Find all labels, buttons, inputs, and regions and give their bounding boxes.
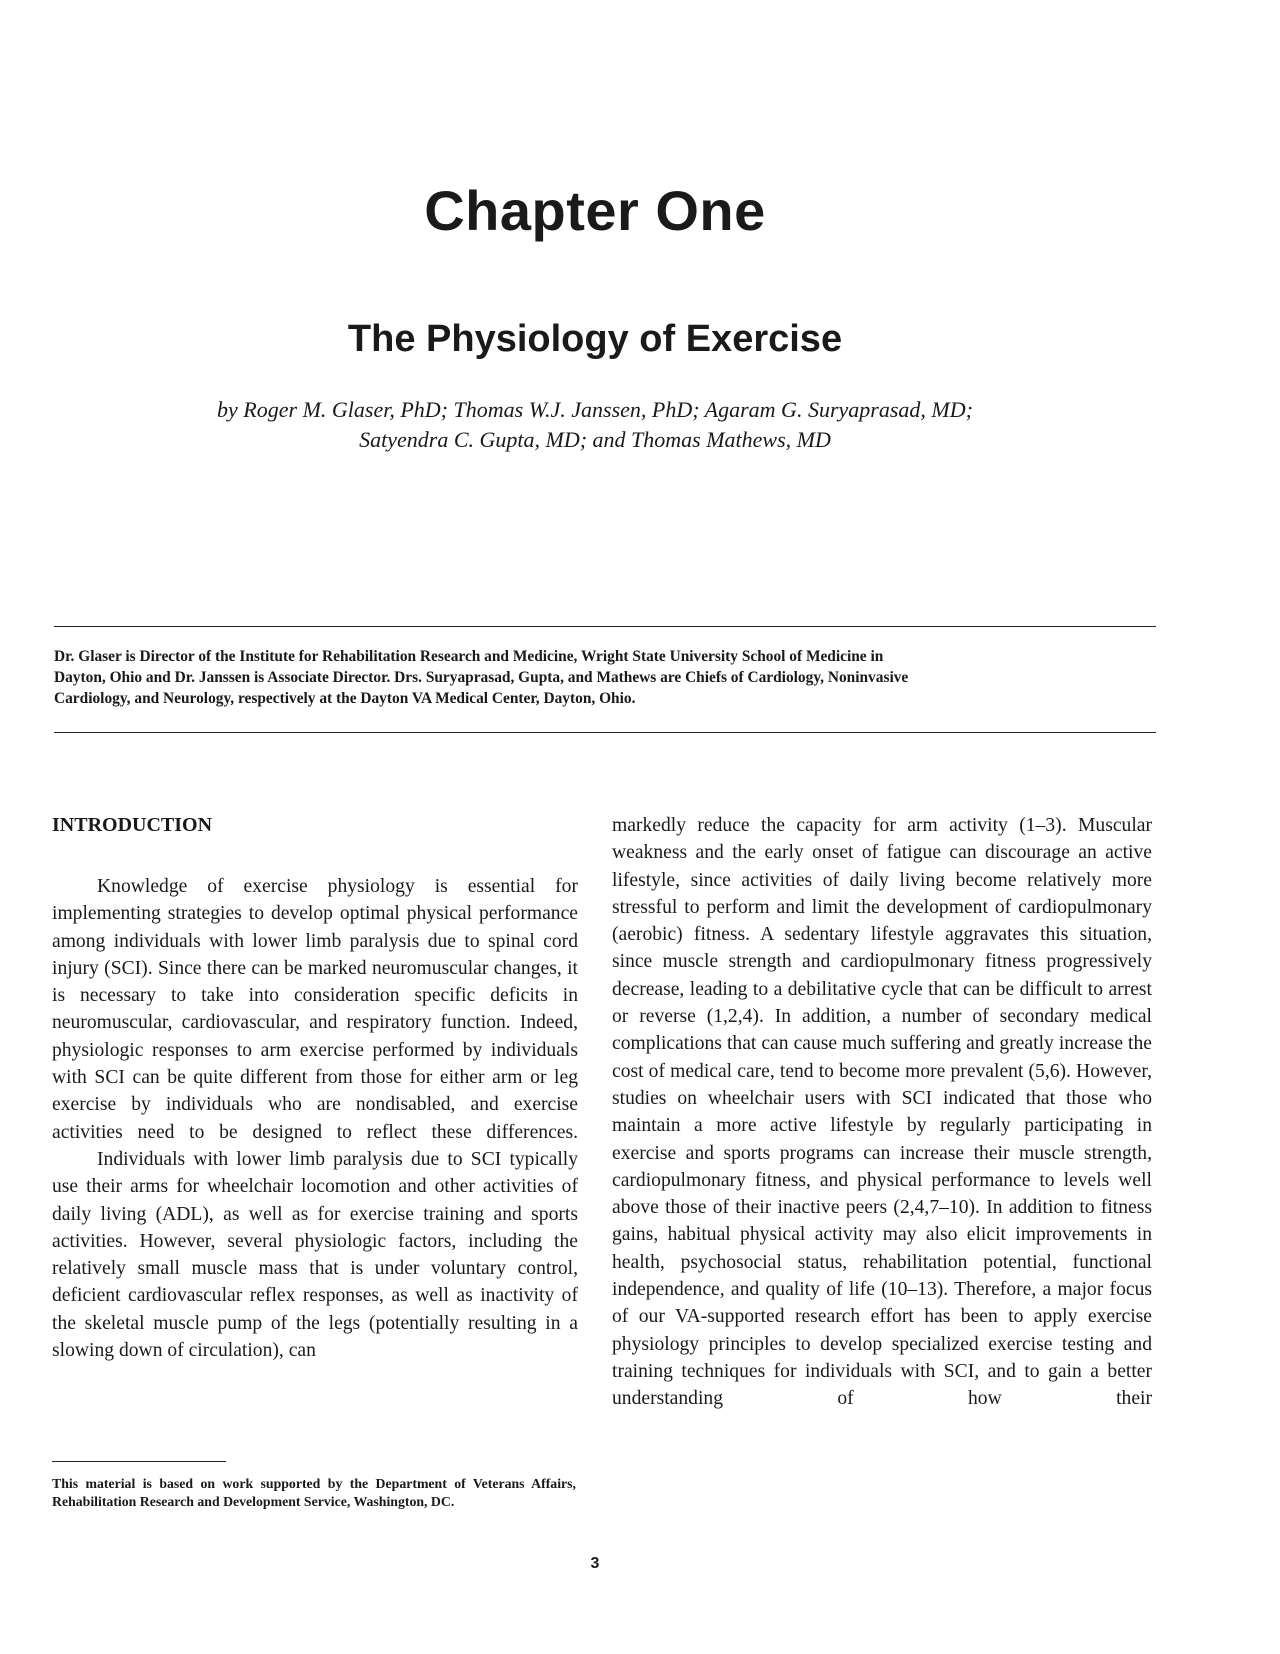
footnote: This material is based on work supported by the Department of Veterans Affairs, Rehabilitation Research and Development Service, Washington, DC. xyxy=(52,1476,576,1509)
body-paragraph: Knowledge of exercise physiology is essential for implementing strategies to develop optimal physical performance among individuals with lower limb paralysis due to spinal cord injury (SCI). Since there can be marked neuromuscular changes, it is necessary to take into consideration specific deficits in neuromuscular, cardiovascular, and respiratory function. Indeed, physiologic responses to arm exercise performed by individuals with SCI can be quite different from those for either arm or leg exercise by individuals who are nondisabled, and exercise activities need to be designed to reflect these differences. xyxy=(52,876,578,1143)
author-affiliation xyxy=(54,646,1156,709)
author-byline xyxy=(0,395,1190,455)
affiliation-line: Dr. Glaser is Director of the Institute for Rehabilitation Research and Medicine, Wright State University School of Medicine in xyxy=(54,648,884,665)
chapter-title: The Physiology of Exercise xyxy=(347,318,843,360)
chapter-label: Chapter One xyxy=(424,179,766,242)
left-column xyxy=(52,812,578,1364)
affiliation-line: Cardiology, and Neurology, respectively at the Dayton VA Medical Center, Dayton, Ohio. xyxy=(54,690,636,707)
footnote-rule xyxy=(52,1461,226,1462)
right-column xyxy=(612,812,1152,1413)
byline-line-1: by Roger M. Glaser, PhD; Thomas W.J. Janssen, PhD; Agaram G. Suryaprasad, MD; xyxy=(217,397,973,422)
affiliation-top-rule xyxy=(54,626,1156,627)
affiliation-line: Dayton, Ohio and Dr. Janssen is Associate Director. Drs. Suryaprasad, Gupta, and Mathews are Chiefs of Cardiology, Noninvasive xyxy=(54,669,909,686)
page-number: 3 xyxy=(590,1555,600,1572)
byline-line-2: Satyendra C. Gupta, MD; and Thomas Mathews, MD xyxy=(359,427,831,452)
body-paragraph: Individuals with lower limb paralysis due to SCI typically use their arms for wheelchair locomotion and other activities of daily living (ADL), as well as for exercise training and sports activities. However, several physiologic factors, including the relatively small muscle mass that is under voluntary control, deficient cardiovascular reflex responses, as well as inactivity of the skeletal muscle pump of the legs (potentially resulting in a slowing down of circulation), can xyxy=(52,1148,578,1362)
section-heading: INTRODUCTION xyxy=(52,814,213,836)
body-paragraph: markedly reduce the capacity for arm activity (1–3). Muscular weakness and the early onset of fatigue can discourage an active lifestyle, since activities of daily living become relatively more stressful to perform and limit the development of cardiopulmonary (aerobic) fitness. A sedentary lifestyle aggravates this situation, since muscle strength and cardiopulmonary fitness progressively decrease, leading to a debilitative cycle that can be difficult to arrest or reverse (1,2,4). In addition, a number of secondary medical complications that can cause much suffering and greatly increase the cost of medical care, tend to become more prevalent (5,6). However, studies on wheelchair users with SCI indicated that those who maintain a more active lifestyle by regularly participating in exercise and sports programs can increase their muscle strength, cardiopulmonary fitness, and physical performance to levels well above those of their inactive peers (2,4,7–10). In addition to fitness gains, habitual physical activity may also elicit improvements in health, psychosocial status, rehabilitation potential, functional independence, and quality of life (10–13). Therefore, a major focus of our VA-supported research effort has been to apply exercise physiology principles to develop specialized exercise testing and training techniques for individuals with SCI, and to gain a better understanding of how their xyxy=(612,815,1152,1410)
affiliation-bottom-rule xyxy=(54,732,1156,733)
